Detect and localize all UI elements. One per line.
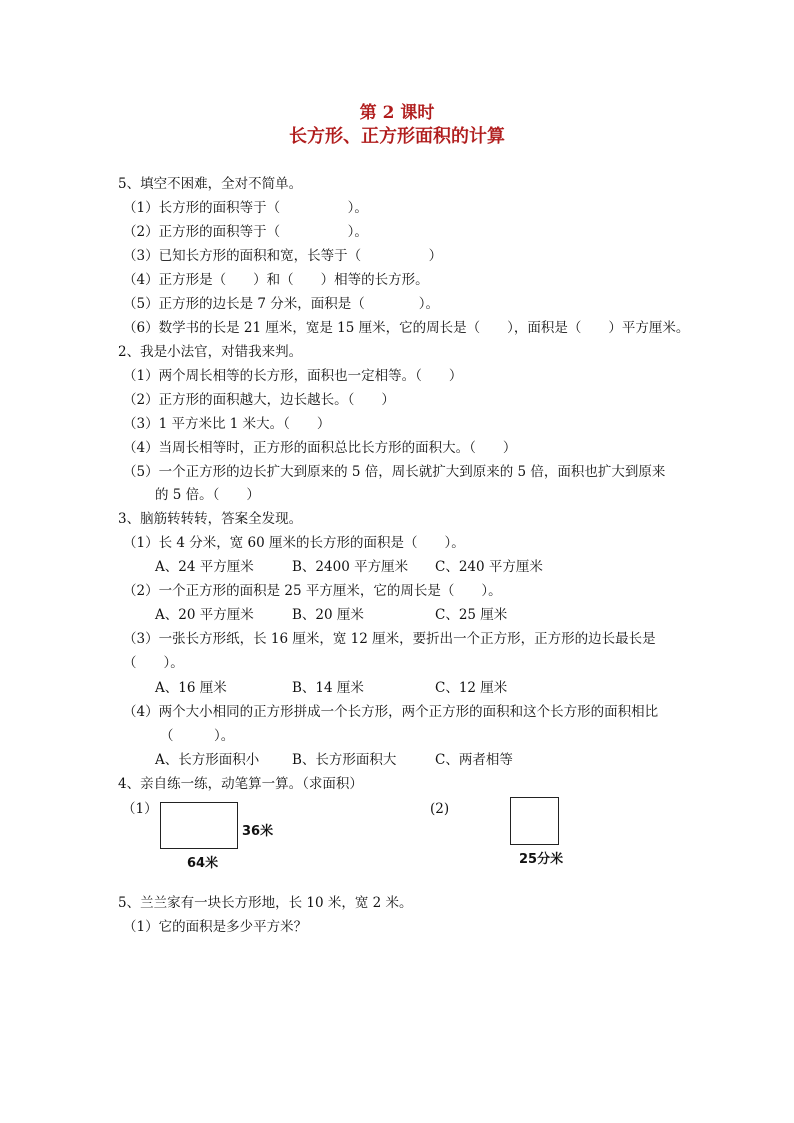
choice-q2: （2）一个正方形的面积是 25 平方厘米，它的周长是（ ）。 <box>123 583 502 599</box>
choice-q3-opt-c: C、12 厘米 <box>435 680 508 696</box>
judge-item-2: （2）正方形的面积越大，边长越长。（ ） <box>123 392 395 408</box>
word-problem-q1: （1）它的面积是多少平方米？ <box>123 919 308 935</box>
choice-q4-opt-b: B、长方形面积大 <box>292 752 397 768</box>
section2-heading: 2、我是小法官，对错我来判。 <box>118 344 303 360</box>
fill-item-6: （6）数学书的长是 21 厘米，宽是 15 厘米，它的周长是（ ），面积是（ ）平方厘米。 <box>123 320 690 336</box>
square-figure <box>510 797 559 845</box>
section1-heading: 5、填空不困难，全对不简单。 <box>118 176 303 192</box>
section5-heading: 5、兰兰家有一块长方形地，长 10 米，宽 2 米。 <box>118 895 413 911</box>
page-title: 长方形、正方形面积的计算 <box>289 126 505 147</box>
choice-q3: （3）一张长方形纸，长 16 厘米，宽 12 厘米，要折出一个正方形，正方形的边长最长是 <box>123 631 656 647</box>
rectangle-height-label: 36米 <box>242 824 274 839</box>
square-side-label: 25分米 <box>519 852 564 867</box>
choice-q4-opt-a: A、长方形面积小 <box>155 752 260 768</box>
lesson-number: 第 2 课时 <box>359 103 435 123</box>
fill-item-1: （1）长方形的面积等于（ ）。 <box>123 200 368 216</box>
figure-1-number: （1） <box>122 801 158 817</box>
choice-q4: （4）两个大小相同的正方形拼成一个长方形，两个正方形的面积和这个长方形的面积相比 <box>123 704 659 720</box>
choice-q1-opt-a: A、24 平方厘米 <box>155 559 254 575</box>
judge-item-4: （4）当周长相等时，正方形的面积总比长方形的面积大。（ ） <box>123 440 517 456</box>
rectangle-figure <box>160 802 238 849</box>
choice-q1-opt-c: C、240 平方厘米 <box>435 559 543 575</box>
choice-q1: （1）长 4 分米，宽 60 厘米的长方形的面积是（ ）。 <box>123 535 465 551</box>
fill-item-5: （5）正方形的边长是 7 分米，面积是（ ）。 <box>123 296 440 312</box>
section3-heading: 3、脑筋转转转，答案全发现。 <box>118 511 303 527</box>
choice-q4-opt-c: C、两者相等 <box>435 752 513 768</box>
figure-2-number: (2) <box>430 801 450 817</box>
choice-q3-opt-b: B、14 厘米 <box>292 680 364 696</box>
rectangle-width-label: 64米 <box>187 856 219 871</box>
fill-item-2: （2）正方形的面积等于（ ）。 <box>123 224 368 240</box>
choice-q3-opt-a: A、16 厘米 <box>155 680 227 696</box>
choice-q2-opt-a: A、20 平方厘米 <box>155 607 254 623</box>
judge-item-5: （5）一个正方形的边长扩大到原来的 5 倍，周长就扩大到原来的 5 倍，面积也扩大到原来 <box>123 464 666 480</box>
choice-q1-opt-b: B、2400 平方厘米 <box>292 559 409 575</box>
judge-item-1: （1）两个周长相等的长方形，面积也一定相等。（ ） <box>123 368 463 384</box>
section4-heading: 4、亲自练一练，动笔算一算。（求面积） <box>118 776 363 792</box>
choice-q3-blank: （ ）。 <box>123 655 184 671</box>
choice-q4-blank: （ ）。 <box>160 728 235 744</box>
fill-item-4: （4）正方形是（ ）和（ ）相等的长方形。 <box>123 272 429 288</box>
choice-q2-opt-b: B、20 厘米 <box>292 607 364 623</box>
choice-q2-opt-c: C、25 厘米 <box>435 607 508 623</box>
judge-item-5-cont: 的 5 倍。（ ） <box>155 487 260 503</box>
fill-item-3: （3）已知长方形的面积和宽，长等于（ ） <box>123 248 443 264</box>
judge-item-3: （3）1 平方米比 1 米大。（ ） <box>123 416 331 432</box>
